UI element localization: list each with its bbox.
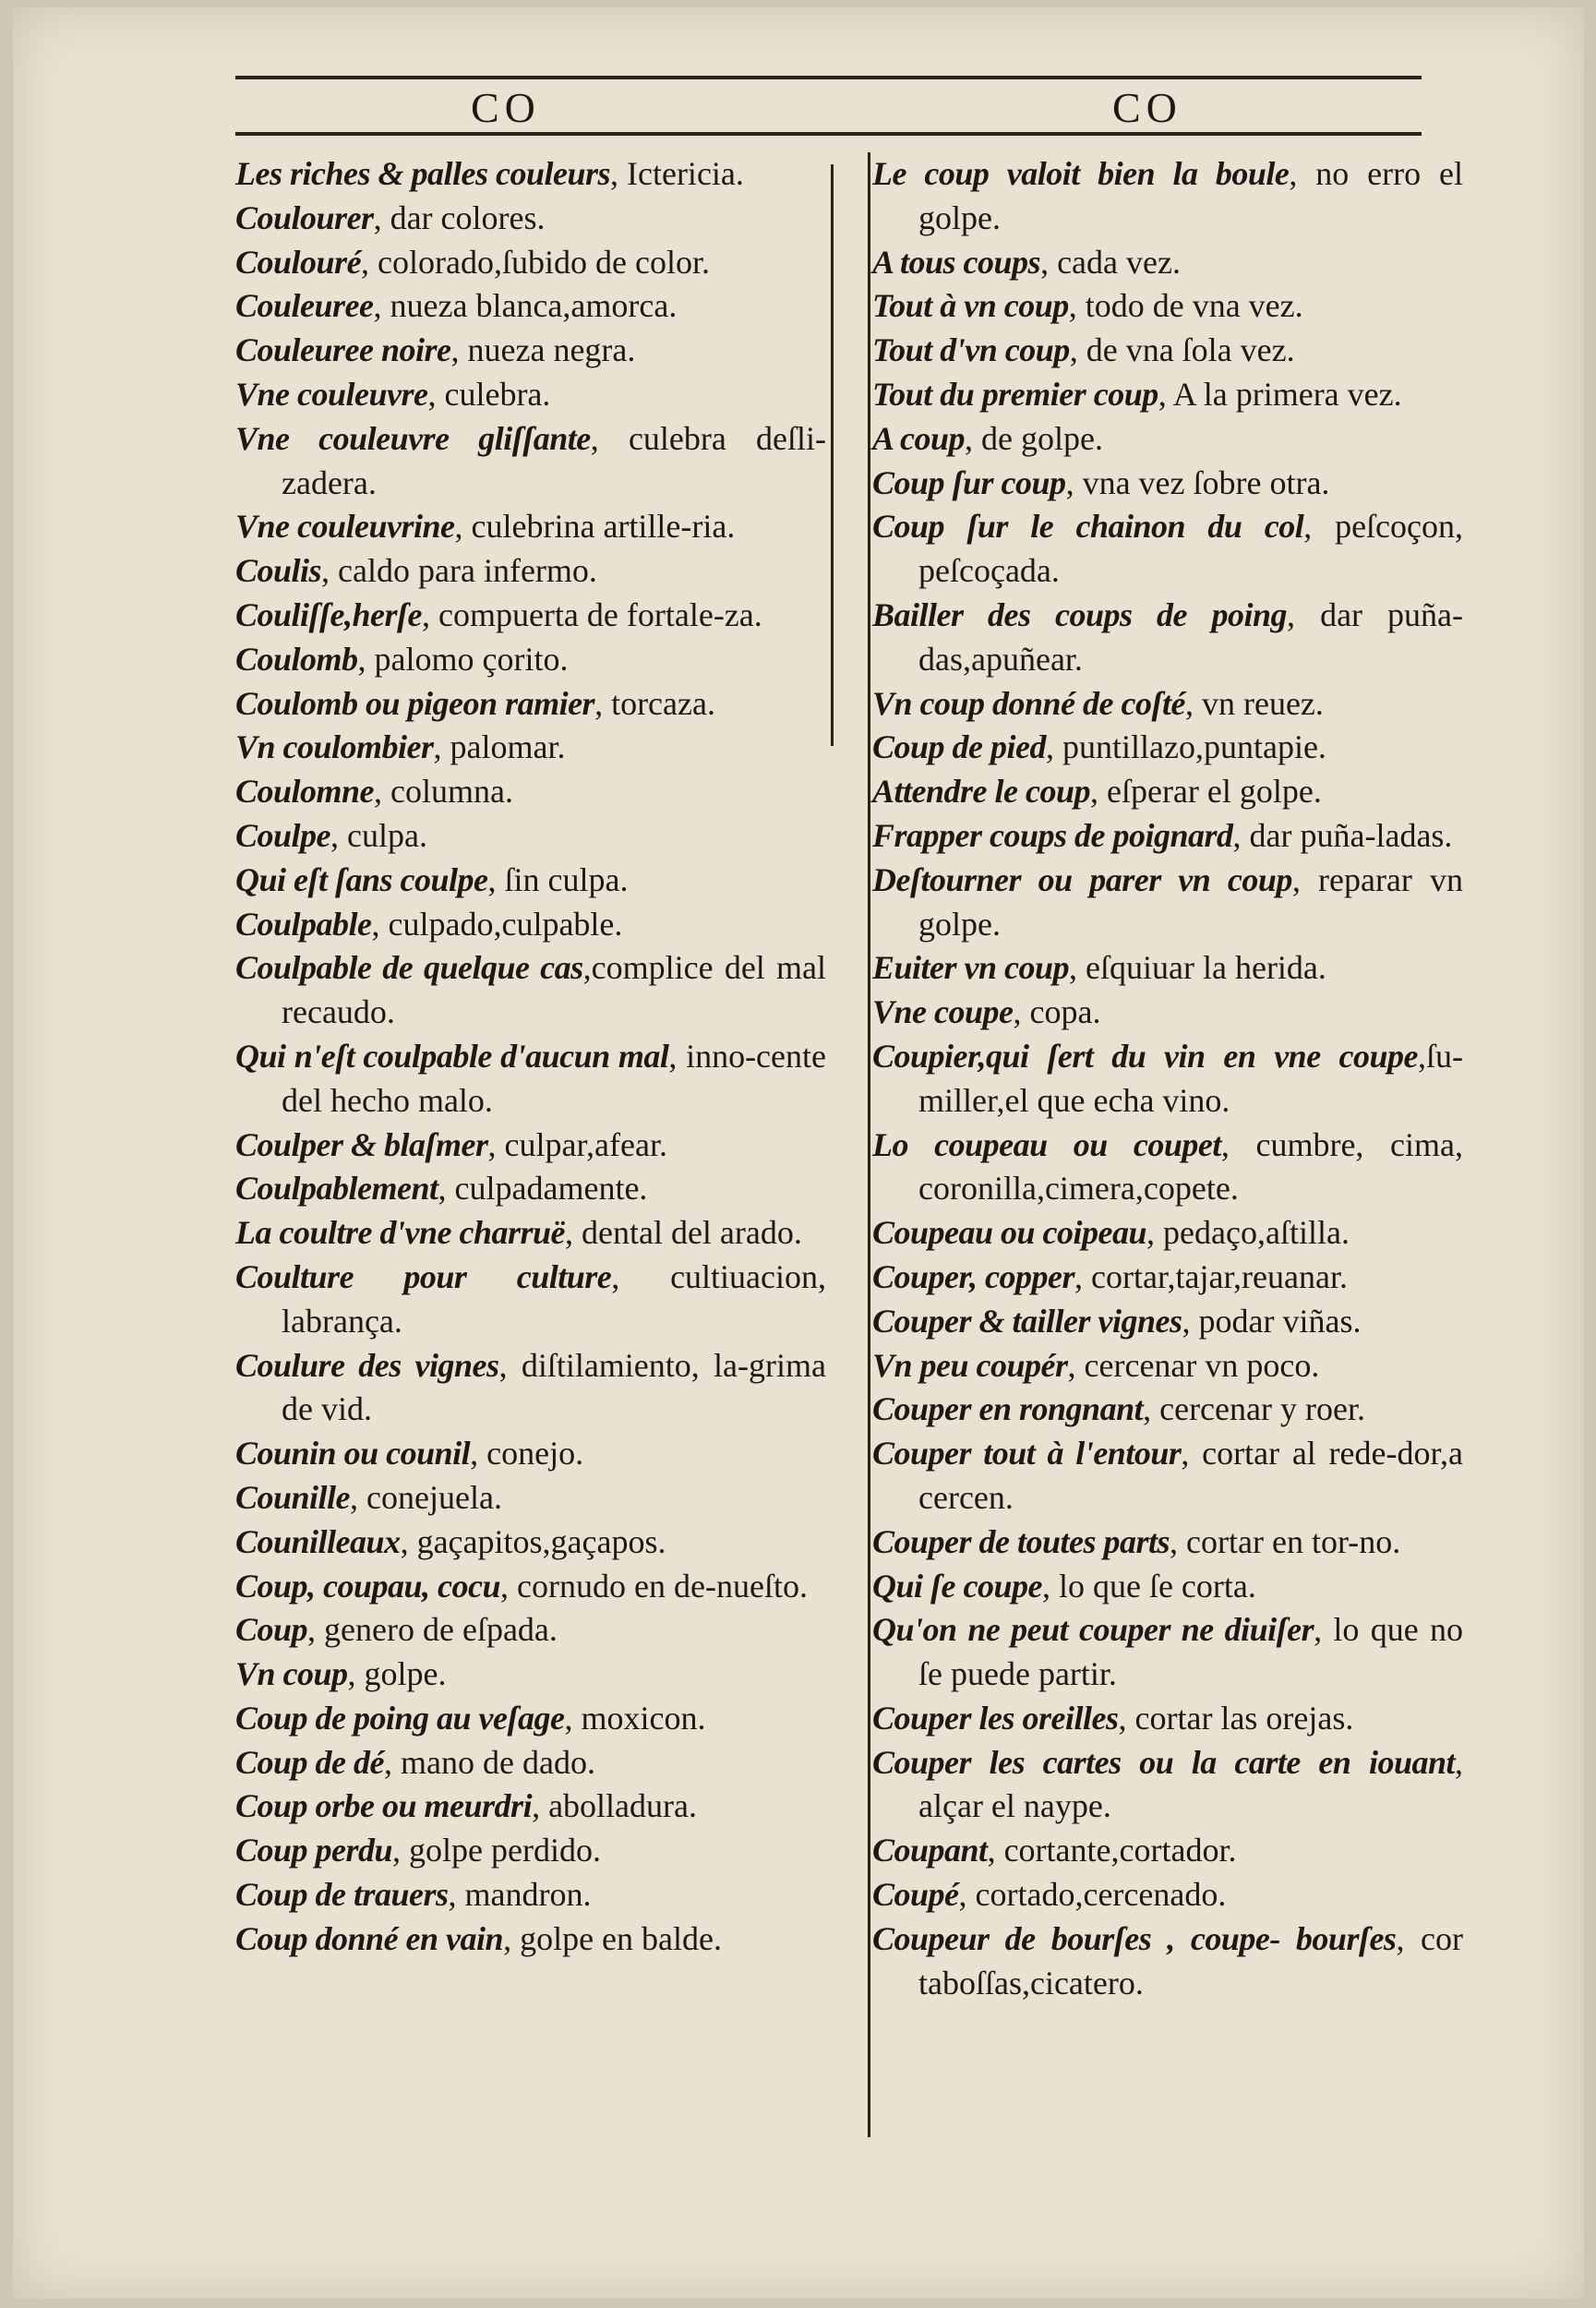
entry-separator: , xyxy=(1069,331,1086,369)
dictionary-entry xyxy=(872,417,1463,462)
entry-translation: cada vez. xyxy=(1057,243,1181,281)
entry-translation: colorado,ſubido de color. xyxy=(378,243,710,281)
entry-translation: podar viñas. xyxy=(1198,1302,1362,1340)
entry-translation: culpado,culpable. xyxy=(388,905,623,943)
entry-translation: culpadamente. xyxy=(454,1170,648,1208)
dictionary-entry xyxy=(872,329,1463,373)
entry-translation: diſtilamiento, la-grima de vid. xyxy=(282,1346,826,1428)
entry-translation: dar puña-das,apuñear. xyxy=(918,595,1464,678)
dictionary-entry xyxy=(872,1608,1463,1697)
entry-headword: Couliſſe,herſe xyxy=(235,595,422,633)
dictionary-entry xyxy=(235,1608,826,1653)
entry-headword: Counin ou counil xyxy=(235,1435,471,1473)
entry-separator: , xyxy=(1118,1699,1135,1737)
dictionary-entry xyxy=(872,1344,1463,1388)
entry-headword: Coup ſur le chainon du col xyxy=(872,508,1304,546)
entry-headword: Coup orbe ou meurdri xyxy=(235,1787,533,1825)
entry-headword: Couper, copper xyxy=(872,1257,1075,1295)
entry-translation: A la primera vez. xyxy=(1172,375,1402,413)
entry-separator: , xyxy=(487,860,505,898)
entry-headword: Vn coup donné de coſté xyxy=(872,684,1185,722)
entry-separator: , xyxy=(374,773,391,811)
entry-separator: , xyxy=(373,287,390,325)
entry-separator: , xyxy=(350,1478,367,1516)
entry-separator: , xyxy=(1314,1611,1334,1649)
dictionary-entry xyxy=(872,1035,1463,1124)
dictionary-entry xyxy=(235,505,826,549)
entry-translation: vna vez ſobre otra. xyxy=(1082,463,1330,501)
entry-separator: , xyxy=(532,1787,549,1825)
entry-separator: , xyxy=(1220,1125,1256,1163)
dictionary-entry xyxy=(235,1432,826,1476)
column-rule-right xyxy=(868,152,870,2137)
entry-headword: Deſtourner ou parer vn coup xyxy=(872,860,1292,898)
entry-headword: Vn peu coupér xyxy=(872,1346,1068,1384)
entry-headword: Coulpable xyxy=(235,905,372,943)
entry-headword: Counilleaux xyxy=(235,1522,401,1560)
dictionary-entry xyxy=(235,197,826,241)
entry-translation: de golpe. xyxy=(981,419,1103,457)
entry-headword: Coulpe xyxy=(235,816,331,854)
entry-separator: , xyxy=(400,1522,417,1560)
entry-separator: , xyxy=(958,1876,976,1914)
dictionary-entry xyxy=(235,549,826,594)
entry-headword: Tout du premier coup xyxy=(872,375,1158,413)
entry-translation: mandron. xyxy=(464,1876,592,1914)
entry-separator: , xyxy=(448,1876,465,1914)
entry-separator: , xyxy=(392,1832,410,1869)
entry-translation: inno-cente del hecho malo. xyxy=(282,1037,826,1119)
entry-headword: Qui eſt ſans coulpe xyxy=(235,860,488,898)
dictionary-entry xyxy=(235,726,826,770)
dictionary-entry xyxy=(872,682,1463,727)
entry-separator: , xyxy=(668,1037,687,1075)
dictionary-entry xyxy=(872,1917,1463,2006)
entry-headword: Coupier,qui ſert du vin en vne coupe xyxy=(872,1037,1418,1075)
entry-translation: eſperar el golpe. xyxy=(1106,773,1322,811)
dictionary-entry xyxy=(235,682,826,727)
entry-headword: Coup xyxy=(235,1611,308,1649)
entry-separator: , xyxy=(321,552,339,590)
entry-translation: culpar,afear. xyxy=(504,1125,667,1163)
running-head-left: CO xyxy=(471,84,541,131)
entry-headword: Couleuree xyxy=(235,287,374,325)
entry-headword: Vne couleuvre gliſſante xyxy=(235,419,591,457)
entry-translation: cortante,cortador. xyxy=(1003,1832,1237,1869)
entry-translation: culebrina artille-ria. xyxy=(471,508,736,546)
dictionary-entry xyxy=(235,1741,826,1785)
entry-headword: Couleuree noire xyxy=(235,331,451,369)
entry-translation: vn reuez. xyxy=(1201,684,1324,722)
entry-translation: de vna ſola vez. xyxy=(1086,331,1295,369)
dictionary-entry xyxy=(872,1211,1463,1256)
dictionary-entry xyxy=(872,726,1463,770)
entry-headword: Couper les oreilles xyxy=(872,1699,1119,1737)
entry-separator: , xyxy=(1158,375,1173,413)
dictionary-entry xyxy=(872,594,1463,682)
entry-separator: , xyxy=(1289,155,1316,192)
entry-separator: , xyxy=(450,331,468,369)
entry-separator: , xyxy=(1074,1257,1092,1295)
entry-headword: A tous coups xyxy=(872,243,1041,281)
dictionary-entry xyxy=(235,814,826,859)
entry-translation: cercenar y roer. xyxy=(1159,1390,1365,1428)
dictionary-entry xyxy=(872,1388,1463,1432)
entry-headword: Coulture pour culture xyxy=(235,1257,612,1295)
entry-translation: cumbre, cima, coronilla,cimera,copete. xyxy=(918,1125,1463,1208)
entry-translation: cor taboſſas,cicatero. xyxy=(918,1919,1463,2001)
entry-headword: Tout à vn coup xyxy=(872,287,1069,325)
dictionary-entry xyxy=(235,1476,826,1521)
dictionary-entry xyxy=(235,1256,826,1344)
entry-separator: , xyxy=(1184,684,1202,722)
entry-translation: cornudo en de-nueſto. xyxy=(517,1567,808,1605)
entry-headword: Couper de toutes parts xyxy=(872,1522,1170,1560)
entry-separator: , xyxy=(1089,773,1107,811)
entry-headword: Euiter vn coup xyxy=(872,949,1070,987)
entry-headword: A coup xyxy=(872,419,966,457)
entry-headword: Coup de pied xyxy=(872,728,1046,766)
entry-headword: Frapper coups de poignard xyxy=(872,816,1233,854)
entry-separator: , xyxy=(1181,1435,1203,1473)
dictionary-entry xyxy=(235,1211,826,1256)
entry-separator: , xyxy=(1232,816,1250,854)
entry-headword: Couper en rongnant xyxy=(872,1390,1144,1428)
entry-translation: golpe en balde. xyxy=(520,1919,722,1957)
entry-separator: , xyxy=(1143,1390,1160,1428)
entry-translation: palomo çorito. xyxy=(374,640,569,678)
dictionary-entry xyxy=(235,1785,826,1829)
entry-translation: cortar las orejas. xyxy=(1134,1699,1354,1737)
entry-translation: culpa. xyxy=(347,816,427,854)
entry-headword: Coup de poing au veſage xyxy=(235,1699,565,1737)
entry-separator: , xyxy=(594,684,612,722)
entry-headword: Coulomne xyxy=(235,773,375,811)
entry-translation: lo que ſe corta. xyxy=(1058,1567,1256,1605)
dictionary-entry xyxy=(872,1829,1463,1873)
dictionary-entry xyxy=(872,946,1463,991)
entry-headword: Coupant xyxy=(872,1832,988,1869)
entry-separator: , xyxy=(500,1567,518,1605)
entry-separator: , xyxy=(1046,728,1062,766)
dictionary-entry xyxy=(235,770,826,814)
entry-headword: Coup de dé xyxy=(235,1743,384,1781)
entry-headword: Coupeau ou coipeau xyxy=(872,1214,1147,1252)
entry-headword: Vne couleuvre xyxy=(235,375,428,413)
entry-translation: ſin culpa. xyxy=(504,860,629,898)
dictionary-entry xyxy=(872,462,1463,506)
entry-separator: , xyxy=(1396,1919,1422,1957)
entry-separator: , xyxy=(965,419,982,457)
dictionary-entry xyxy=(235,946,826,1035)
entry-headword: Attendre le coup xyxy=(872,773,1090,811)
entry-headword: Counille xyxy=(235,1478,351,1516)
entry-headword: Lo coupeau ou coupet xyxy=(872,1125,1221,1163)
dictionary-entry xyxy=(235,152,826,197)
dictionary-entry xyxy=(872,1521,1463,1565)
dictionary-entry xyxy=(235,1697,826,1741)
dictionary-entry xyxy=(235,241,826,285)
entry-separator: , xyxy=(487,1125,505,1163)
dictionary-entry xyxy=(235,1124,826,1168)
entry-separator: , xyxy=(470,1435,487,1473)
dictionary-entry xyxy=(235,594,826,638)
dictionary-entry xyxy=(235,284,826,329)
entry-translation: moxicon. xyxy=(581,1699,706,1737)
entry-separator: , xyxy=(1287,595,1321,633)
entry-separator: , xyxy=(454,508,472,546)
dictionary-entry xyxy=(872,1300,1463,1344)
entry-headword: La coultre d'vne charruë xyxy=(235,1214,565,1252)
entry-translation: cortar en tor-no. xyxy=(1186,1522,1401,1560)
dictionary-entry xyxy=(872,1697,1463,1741)
entry-separator: , xyxy=(1146,1214,1164,1252)
entry-headword: Qui ſe coupe xyxy=(872,1567,1042,1605)
entry-separator: , xyxy=(582,949,592,987)
entry-separator: , xyxy=(1041,1567,1059,1605)
entry-separator: , xyxy=(590,419,629,457)
entry-translation: no erro el golpe. xyxy=(918,155,1464,236)
dictionary-entry xyxy=(235,417,826,506)
dictionary-entry xyxy=(872,1256,1463,1300)
entry-translation: eſquiuar la herida. xyxy=(1086,949,1326,987)
entry-headword: Coulpable de quelque cas xyxy=(235,949,583,987)
dictionary-entry xyxy=(235,1653,826,1697)
dictionary-entry xyxy=(235,1873,826,1917)
entry-separator: , xyxy=(1013,993,1030,1031)
entry-translation: copa. xyxy=(1029,993,1101,1031)
entry-headword: Vn coulombier xyxy=(235,728,434,766)
dictionary-entry xyxy=(235,1565,826,1609)
entry-translation: cortar al rede-dor,a cercen. xyxy=(918,1435,1464,1516)
entry-translation: dar puña-ladas. xyxy=(1249,816,1453,854)
right-column xyxy=(872,152,1463,2005)
dictionary-entry xyxy=(235,638,826,682)
entry-separator: , xyxy=(498,1346,522,1384)
entry-headword: Couper tout à l'entour xyxy=(872,1435,1182,1473)
entry-headword: Coulis xyxy=(235,552,322,590)
dictionary-entry xyxy=(872,373,1463,417)
entry-separator: , xyxy=(1291,860,1318,898)
entry-translation: lo que no ſe puede partir. xyxy=(918,1611,1463,1693)
entry-headword: Coulourer xyxy=(235,198,374,236)
dictionary-entry xyxy=(872,152,1463,241)
dictionary-entry xyxy=(235,1167,826,1211)
dictionary-entry xyxy=(235,1829,826,1873)
entry-translation: complice del mal recaudo. xyxy=(282,949,827,1031)
entry-headword: Coup donné en vain xyxy=(235,1919,504,1957)
entry-headword: Tout d'vn coup xyxy=(872,331,1070,369)
entry-translation: alçar el naype. xyxy=(918,1787,1111,1825)
dictionary-entry xyxy=(872,1565,1463,1609)
dictionary-entry xyxy=(872,505,1463,594)
entry-translation: culebra. xyxy=(444,375,551,413)
entry-headword: Coup, coupau, cocu xyxy=(235,1567,501,1605)
entry-separator: , xyxy=(421,595,438,633)
entry-translation: dental del arado. xyxy=(581,1214,802,1252)
dictionary-entry xyxy=(872,284,1463,329)
entry-translation: ſu-miller,el que echa vino. xyxy=(918,1037,1463,1119)
dictionary-entry xyxy=(235,903,826,947)
entry-headword: Coupé xyxy=(872,1876,959,1914)
dictionary-entry xyxy=(872,1873,1463,1917)
dictionary-entry xyxy=(872,814,1463,859)
entry-translation: caldo para infermo. xyxy=(338,552,597,590)
entry-headword: Coulure des vignes xyxy=(235,1346,499,1384)
entry-headword: Vne coupe xyxy=(872,993,1014,1031)
entry-translation: conejo. xyxy=(486,1435,584,1473)
column-rule-left xyxy=(831,164,834,746)
entry-separator: , xyxy=(503,1919,521,1957)
dictionary-entry xyxy=(235,859,826,903)
entry-separator: , xyxy=(1067,1346,1085,1384)
dictionary-entry xyxy=(872,1432,1463,1521)
header-rule-bottom xyxy=(235,132,1422,136)
entry-translation: palomar. xyxy=(450,728,566,766)
dictionary-entry xyxy=(872,991,1463,1035)
entry-separator: , xyxy=(1040,243,1058,281)
entry-headword: Coup perdu xyxy=(235,1832,393,1869)
entry-separator: , xyxy=(987,1832,1004,1869)
entry-separator: , xyxy=(1065,463,1083,501)
entry-separator: , xyxy=(1418,1037,1426,1075)
entry-headword: Coulomb xyxy=(235,640,358,678)
running-head-right: CO xyxy=(1112,84,1182,131)
entry-separator: , xyxy=(384,1743,401,1781)
dictionary-entry xyxy=(235,1917,826,1962)
left-column xyxy=(235,152,826,1962)
entry-translation: conejuela. xyxy=(366,1478,502,1516)
entry-separator: , xyxy=(564,1214,582,1252)
entry-headword: Coulper & blaſmer xyxy=(235,1125,488,1163)
entry-translation: cortado,cercenado. xyxy=(975,1876,1227,1914)
dictionary-entry xyxy=(235,1521,826,1565)
entry-translation: genero de eſpada. xyxy=(324,1611,558,1649)
dictionary-entry xyxy=(235,329,826,373)
entry-translation: compuerta de fortale-za. xyxy=(438,595,762,633)
dictionary-entry xyxy=(872,770,1463,814)
entry-separator: , xyxy=(357,640,375,678)
entry-translation: peſcoçon, peſcoçada. xyxy=(918,508,1463,590)
entry-translation: gaçapitos,gaçapos. xyxy=(416,1522,666,1560)
entry-separator: , xyxy=(373,198,390,236)
entry-separator: , xyxy=(610,155,627,192)
entry-translation: mano de dado. xyxy=(401,1743,595,1781)
entry-separator: , xyxy=(330,816,348,854)
entry-headword: Coupeur de bourſes , coupe- bourſes xyxy=(872,1919,1397,1957)
entry-headword: Couper & tailler vignes xyxy=(872,1302,1182,1340)
entry-translation: pedaço,aſtilla. xyxy=(1163,1214,1350,1252)
entry-headword: Le coup valoit bien la boule xyxy=(872,155,1290,192)
entry-headword: Coulouré xyxy=(235,243,362,281)
entry-headword: Vn coup xyxy=(235,1655,348,1693)
entry-separator: , xyxy=(1182,1302,1199,1340)
dictionary-entry xyxy=(872,1124,1463,1212)
entry-headword: Vne couleuvrine xyxy=(235,508,455,546)
dictionary-entry xyxy=(872,241,1463,285)
entry-translation: abolladura. xyxy=(548,1787,698,1825)
entry-separator: , xyxy=(1170,1522,1187,1560)
entry-headword: Les riches & palles couleurs xyxy=(235,155,610,192)
entry-separator: , xyxy=(1303,508,1336,546)
entry-separator: , xyxy=(361,243,378,281)
entry-translation: golpe. xyxy=(364,1655,447,1693)
entry-translation: cortar,tajar,reuanar. xyxy=(1091,1257,1348,1295)
entry-translation: nueza negra. xyxy=(467,331,636,369)
entry-separator: , xyxy=(1455,1743,1463,1781)
entry-translation: culebra deſli-zadera. xyxy=(282,419,826,501)
entry-separator: , xyxy=(433,728,450,766)
dictionary-entry xyxy=(235,1344,826,1433)
dictionary-entry xyxy=(872,859,1463,947)
dictionary-entry xyxy=(235,373,826,417)
entry-headword: Coup de trauers xyxy=(235,1876,449,1914)
entry-translation: golpe perdido. xyxy=(409,1832,601,1869)
entry-headword: Coulpablement xyxy=(235,1170,438,1208)
entry-headword: Couper les cartes ou la carte en iouant xyxy=(872,1743,1455,1781)
entry-translation: torcaza. xyxy=(611,684,715,722)
entry-separator: , xyxy=(1069,949,1086,987)
entry-translation: dar colores. xyxy=(390,198,546,236)
header-rule-top xyxy=(235,76,1422,79)
entry-headword: Qui n'eſt coulpable d'aucun mal xyxy=(235,1037,669,1075)
entry-translation: reparar vn golpe. xyxy=(918,860,1463,943)
entry-translation: Ictericia. xyxy=(627,155,744,192)
entry-headword: Coup ſur coup xyxy=(872,463,1066,501)
entry-separator: , xyxy=(564,1699,582,1737)
entry-headword: Qu'on ne peut couper ne diuiſer xyxy=(872,1611,1314,1649)
entry-separator: , xyxy=(611,1257,671,1295)
entry-headword: Coulomb ou pigeon ramier xyxy=(235,684,595,722)
entry-separator: , xyxy=(307,1611,325,1649)
entry-separator: , xyxy=(427,375,445,413)
entry-translation: nueza blanca,amorca. xyxy=(390,287,678,325)
entry-separator: , xyxy=(1068,287,1086,325)
entry-translation: cultiuacion, labrança. xyxy=(282,1257,827,1340)
entry-separator: , xyxy=(371,905,389,943)
entry-headword: Bailler des coups de poing xyxy=(872,595,1288,633)
entry-separator: , xyxy=(438,1170,455,1208)
entry-translation: puntillazo,puntapie. xyxy=(1062,728,1326,766)
entry-separator: , xyxy=(347,1655,365,1693)
entry-translation: columna. xyxy=(390,773,514,811)
entry-translation: cercenar vn poco. xyxy=(1084,1346,1320,1384)
dictionary-entry xyxy=(235,1035,826,1124)
dictionary-entry xyxy=(872,1741,1463,1830)
entry-translation: todo de vna vez. xyxy=(1085,287,1303,325)
